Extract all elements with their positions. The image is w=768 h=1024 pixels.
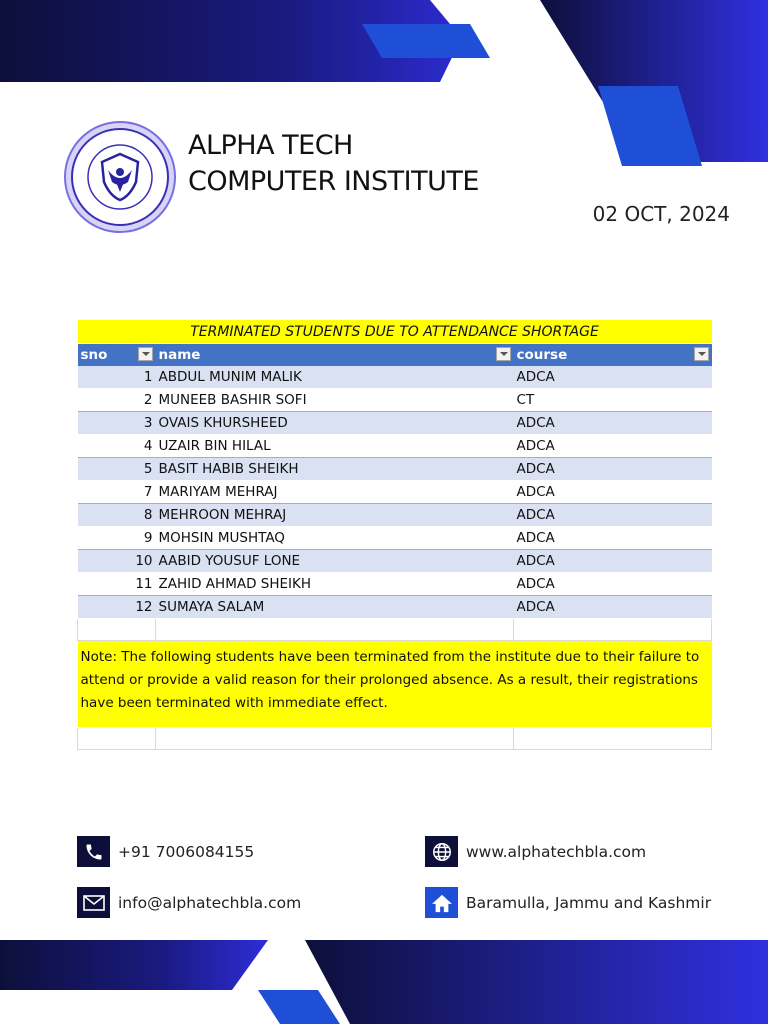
filter-dropdown-icon[interactable]	[694, 347, 709, 361]
sno-cell: 7	[78, 481, 156, 504]
course-cell: ADCA	[514, 458, 712, 481]
empty-row	[78, 728, 712, 750]
table-header-row	[78, 344, 712, 367]
bottom-band-right	[305, 940, 768, 1024]
institute-logo	[58, 120, 182, 234]
contact-phone	[77, 836, 254, 867]
sno-cell: 8	[78, 504, 156, 527]
course-cell: ADCA	[514, 573, 712, 596]
institute-name-line2: COMPUTER INSTITUTE	[188, 166, 479, 197]
table-row	[78, 550, 712, 573]
course-cell: ADCA	[514, 481, 712, 504]
name-cell: MEHROON MEHRAJ	[156, 504, 514, 527]
course-cell: ADCA	[514, 550, 712, 573]
mail-icon	[77, 887, 110, 918]
terminated-students-sheet	[77, 320, 711, 750]
sno-cell: 2	[78, 389, 156, 412]
sno-cell: 5	[78, 458, 156, 481]
phone-icon	[77, 836, 110, 867]
course-cell: ADCA	[514, 412, 712, 435]
sno-cell: 1	[78, 366, 156, 389]
sno-cell: 12	[78, 596, 156, 619]
table-row	[78, 435, 712, 458]
top-accent-1	[362, 24, 490, 58]
name-cell: SUMAYA SALAM	[156, 596, 514, 619]
table-body	[78, 366, 712, 619]
empty-row	[78, 619, 712, 641]
column-header-name-label: name	[158, 347, 201, 363]
termination-note	[78, 641, 712, 728]
column-header-name	[156, 344, 514, 367]
name-cell: MARIYAM MEHRAJ	[156, 481, 514, 504]
name-cell: BASIT HABIB SHEIKH	[156, 458, 514, 481]
table-row	[78, 527, 712, 550]
table-row	[78, 366, 712, 389]
phone-number[interactable]: +91 7006084155	[118, 842, 255, 861]
sno-cell: 3	[78, 412, 156, 435]
column-header-course-label: course	[516, 347, 568, 363]
name-cell: UZAIR BIN HILAL	[156, 435, 514, 458]
table-row	[78, 573, 712, 596]
note-text: The following students have been terminated from the institute due to their failure to attend or provide a valid reason for their prolonged absence. As a result, their registrations have been terminated with immediate effect.	[80, 649, 700, 711]
name-cell: ABDUL MUNIM MALIK	[156, 366, 514, 389]
course-cell: ADCA	[514, 527, 712, 550]
table-row	[78, 412, 712, 435]
sno-cell: 9	[78, 527, 156, 550]
bottom-accent	[258, 990, 340, 1024]
contact-website	[425, 836, 646, 867]
name-cell: ZAHID AHMAD SHEIKH	[156, 573, 514, 596]
table-row	[78, 481, 712, 504]
document-date: 02 OCT, 2024	[592, 202, 730, 226]
course-cell: CT	[514, 389, 712, 412]
course-cell: ADCA	[514, 366, 712, 389]
sno-cell: 10	[78, 550, 156, 573]
name-cell: OVAIS KHURSHEED	[156, 412, 514, 435]
course-cell: ADCA	[514, 504, 712, 527]
table-title: TERMINATED STUDENTS DUE TO ATTENDANCE SHORTAGE	[78, 320, 712, 344]
column-header-sno-label: sno	[80, 347, 108, 363]
table-row	[78, 596, 712, 619]
email-address[interactable]: info@alphatechbla.com	[118, 893, 302, 912]
bottom-band-left	[0, 940, 268, 990]
note-label: Note:	[80, 649, 118, 665]
contact-address	[425, 887, 711, 918]
website-link[interactable]: www.alphatechbla.com	[466, 842, 647, 861]
name-cell: MUNEEB BASHIR SOFI	[156, 389, 514, 412]
course-cell: ADCA	[514, 596, 712, 619]
table-row	[78, 389, 712, 412]
institute-name-line1: ALPHA TECH	[188, 130, 353, 161]
students-table	[77, 320, 712, 750]
globe-icon	[425, 836, 458, 867]
filter-dropdown-icon[interactable]	[496, 347, 511, 361]
sno-cell: 11	[78, 573, 156, 596]
name-cell: MOHSIN MUSHTAQ	[156, 527, 514, 550]
table-row	[78, 458, 712, 481]
address-text: Baramulla, Jammu and Kashmir	[466, 893, 712, 912]
course-cell: ADCA	[514, 435, 712, 458]
home-icon	[425, 887, 458, 918]
table-row	[78, 504, 712, 527]
name-cell: AABID YOUSUF LONE	[156, 550, 514, 573]
filter-dropdown-icon[interactable]	[138, 347, 153, 361]
institute-name	[188, 128, 479, 200]
contact-email	[77, 887, 301, 918]
column-header-sno	[78, 344, 156, 367]
sno-cell: 4	[78, 435, 156, 458]
column-header-course	[514, 344, 712, 367]
